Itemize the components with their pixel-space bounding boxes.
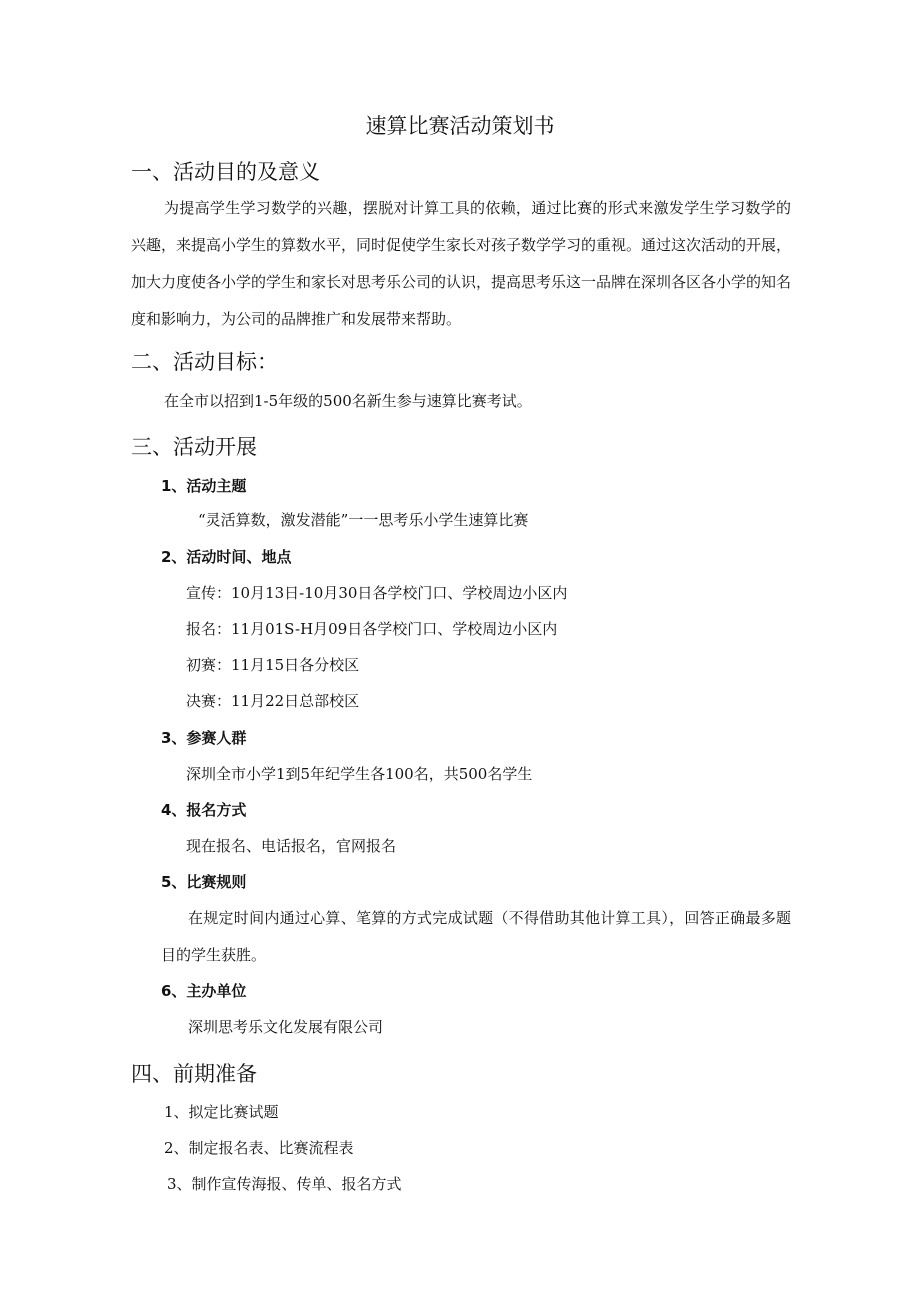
section-2-paragraph: 在全市以招到1-5年级的500名新生参与速算比赛考试。 [164, 392, 532, 410]
section-1-paragraph: 为提高学生学习数学的兴趣，摆脱对计算工具的依赖，通过比赛的形式来激发学生学习数学的兴趣，来提高小学生的算数水平，同时促使学生家长对孩子数学学习的重视。通过这次活动的开展，加大力度使各小学的学生和家长对思考乐公司的认识，提高思考乐这一品牌在深圳各区各小学的知名度和影响力，为公司的品牌推广和发展带来帮助。 [131, 199, 792, 328]
rules-subheading: 5、比赛规则 [161, 873, 247, 891]
time-place-preliminary: 初赛：11月15日各分校区 [186, 656, 360, 674]
time-place-subheading: 2、活动时间、地点 [161, 548, 292, 566]
section-1-heading: 一、活动目的及意义 [131, 160, 320, 184]
section-2-heading: 二、活动目标： [131, 350, 278, 374]
section-3-heading: 三、活动开展 [131, 435, 257, 459]
participants-subheading: 3、参赛人群 [161, 729, 247, 747]
host-subheading: 6、主办单位 [161, 982, 247, 1000]
signup-text: 现在报名、电话报名，官网报名 [186, 837, 397, 855]
signup-subheading: 4、报名方式 [161, 801, 247, 819]
document-title: 速算比赛活动策划书 [365, 114, 555, 138]
prep-item-1: 1、拟定比赛试题 [164, 1103, 279, 1121]
rules-text: 在规定时间内通过心算、笔算的方式完成试题（不得借助其他计算工具），回答正确最多题目的学生获胜。 [161, 909, 791, 964]
theme-subheading: 1、活动主题 [161, 477, 247, 495]
time-place-final: 决赛：11月22日总部校区 [186, 692, 360, 710]
theme-text: “灵活算数，激发潜能”一一思考乐小学生速算比赛 [198, 511, 529, 529]
section-4-heading: 四、前期准备 [131, 1062, 257, 1086]
time-place-publicity: 宣传：10月13日-10月30日各学校门口、学校周边小区内 [186, 584, 568, 602]
participants-text: 深圳全市小学1到5年纪学生各100名，共500名学生 [186, 765, 533, 783]
prep-item-3: 3、制作宣传海报、传单、报名方式 [167, 1175, 402, 1193]
prep-item-2: 2、制定报名表、比赛流程表 [164, 1139, 354, 1157]
host-text: 深圳思考乐文化发展有限公司 [188, 1018, 384, 1036]
time-place-registration: 报名：11月01S-H月09日各学校门口、学校周边小区内 [186, 620, 558, 638]
